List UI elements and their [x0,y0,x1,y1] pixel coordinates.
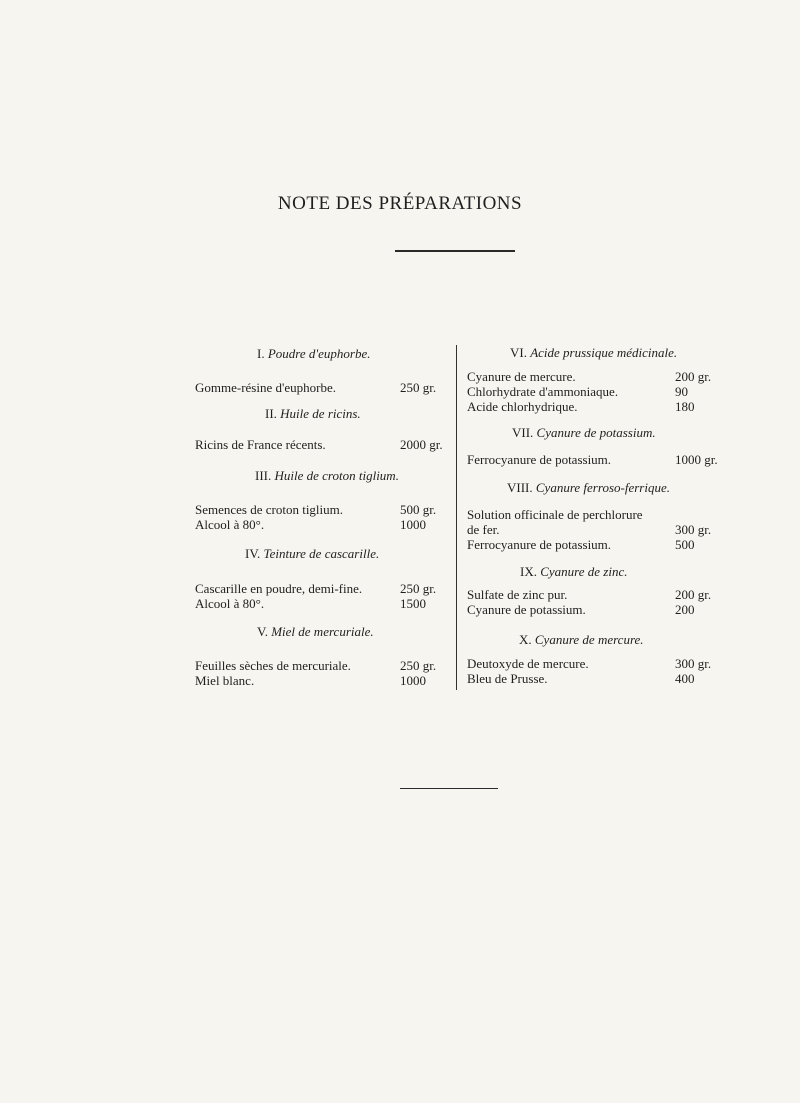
ingredient-quantity: 300 gr. [675,522,712,537]
preparation-name: Teinture de cascarille. [263,546,380,561]
ingredient-name: Solution officinale de perchlorure [467,507,643,522]
preparation-number: V. [257,624,272,639]
ingredient-name: Ferrocyanure de potassium. [467,452,612,467]
preparation-name: Cyanure de zinc. [540,564,628,579]
ingredient-name: Gomme-résine d'euphorbe. [195,380,336,395]
ingredient-name: Cyanure de potassium. [467,602,586,617]
ingredient-name: Chlorhydrate d'ammoniaque. [467,384,619,399]
ingredient-quantity: 500 gr. [400,502,437,517]
preparation-heading [512,425,656,441]
ingredient-name: Cascarille en poudre, demi-fine. [195,581,363,596]
ingredient-name: Sulfate de zinc pur. [467,587,568,602]
preparation-heading [245,546,379,562]
ingredient-name: de fer. [467,522,500,537]
preparation-number: III. [255,468,275,483]
ingredient-quantity: 1500 [400,596,426,611]
title-rule [395,250,515,252]
preparation-name: Cyanure de mercure. [534,632,644,647]
preparation-number: II. [265,406,281,421]
preparation-heading [257,346,371,362]
preparation-heading [507,480,670,496]
preparation-number: X. [519,632,535,647]
ingredient-quantity: 90 [675,384,688,399]
preparation-number: I. [257,346,268,361]
preparation-heading [257,624,374,640]
preparation-name: Huile de croton tiglium. [274,468,399,483]
ingredient-quantity: 200 [675,602,695,617]
ingredient-quantity: 500 [675,537,695,552]
ingredient-quantity: 300 gr. [675,656,712,671]
preparation-number: IV. [245,546,264,561]
ingredient-quantity: 250 gr. [400,380,437,395]
ingredient-quantity: 180 [675,399,695,414]
preparation-number: VI. [510,345,531,360]
ingredient-quantity: 1000 gr. [675,452,718,467]
preparation-name: Poudre d'euphorbe. [267,346,371,361]
preparation-number: VII. [512,425,537,440]
preparation-heading [510,345,677,361]
ingredient-quantity: 200 gr. [675,587,712,602]
preparation-name: Cyanure de potassium. [536,425,656,440]
ingredient-quantity: 250 gr. [400,581,437,596]
ingredient-name: Ricins de France récents. [195,437,326,452]
ingredient-name: Bleu de Prusse. [467,671,548,686]
preparation-number: VIII. [507,480,536,495]
ingredient-name: Semences de croton tiglium. [195,502,344,517]
ingredient-quantity: 1000 [400,673,426,688]
preparation-name: Miel de mercuriale. [271,624,374,639]
ingredient-name: Feuilles sèches de mercuriale. [195,658,351,673]
preparation-number: IX. [520,564,541,579]
end-rule [400,788,498,789]
ingredient-quantity: 400 [675,671,695,686]
preparation-heading [255,468,399,484]
preparation-name: Cyanure ferroso-ferrique. [535,480,670,495]
ingredient-name: Alcool à 80°. [195,517,265,532]
ingredient-quantity: 2000 gr. [400,437,443,452]
column-divider [456,345,457,690]
preparation-name: Huile de ricins. [280,406,361,421]
ingredient-name: Ferrocyanure de potassium. [467,537,612,552]
preparation-name: Acide prussique médicinale. [530,345,678,360]
ingredient-name: Acide chlorhydrique. [467,399,578,414]
ingredient-name: Miel blanc. [195,673,255,688]
ingredient-quantity: 200 gr. [675,369,712,384]
page-title: NOTE DES PRÉPARATIONS [277,193,523,214]
preparation-heading [519,632,644,648]
ingredient-quantity: 1000 [400,517,426,532]
preparation-heading [520,564,627,580]
ingredient-name: Alcool à 80°. [195,596,265,611]
ingredient-name: Cyanure de mercure. [467,369,576,384]
preparation-heading [265,406,361,422]
ingredient-quantity: 250 gr. [400,658,437,673]
ingredient-name: Deutoxyde de mercure. [467,656,589,671]
